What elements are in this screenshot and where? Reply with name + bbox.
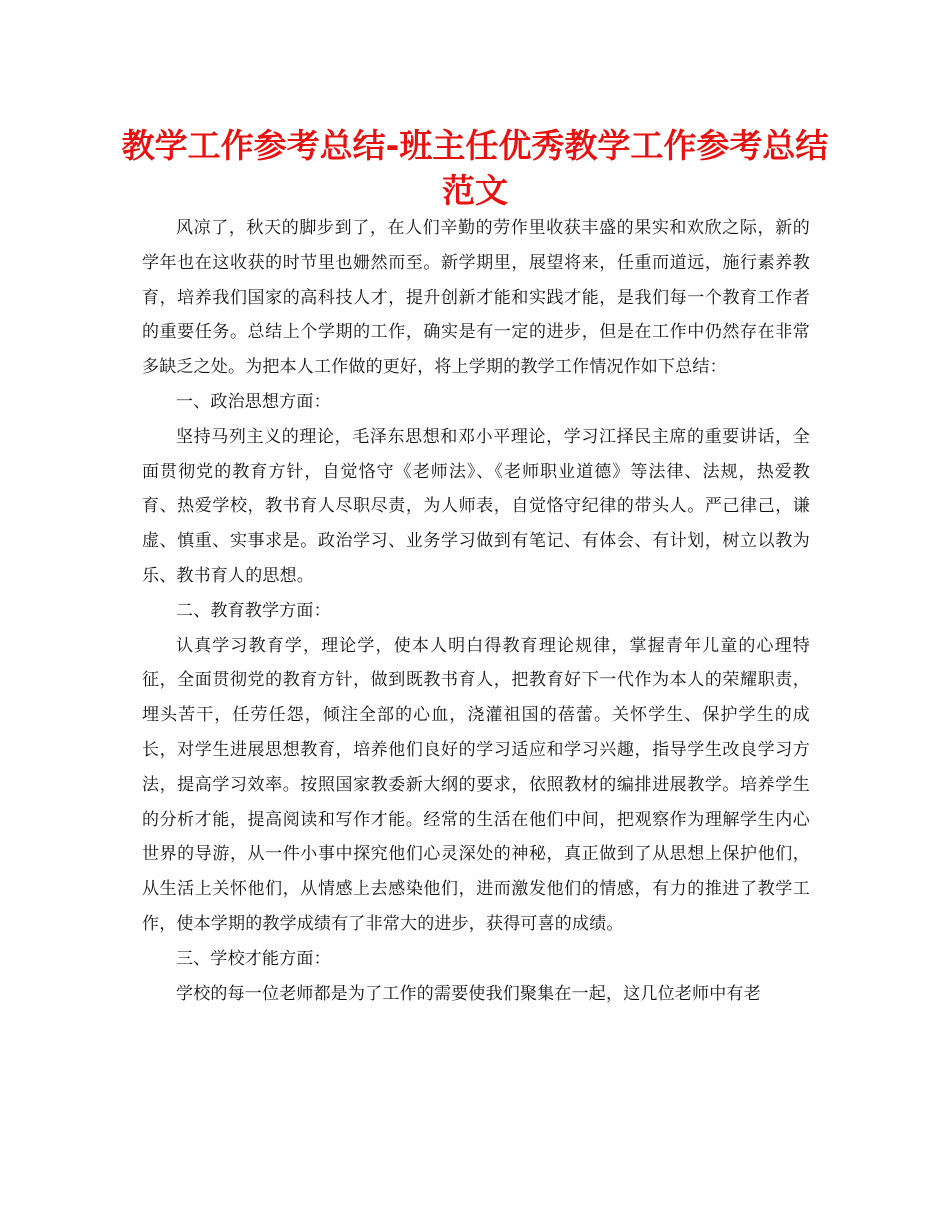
document-title-line-1: 教学工作参考总结-班主任优秀教学工作参考总结 [121, 126, 829, 165]
document-body [142, 211, 810, 1011]
section-heading-politics: 一、政治思想方面： [176, 391, 331, 412]
section-heading-school: 三、学校才能方面： [176, 948, 331, 969]
section-heading-teaching: 二、教育教学方面： [176, 600, 331, 621]
paragraph-teaching: 认真学习教育学，理论学，使本人明白得教育理论规律，掌握青年儿童的心理特征，全面贯彻党的教育方针，做到既教书育人，把教育好下一代作为本人的荣耀职责，埋头苦干，任劳任怨，倾注全部的心血，浇灌祖国的蓓蕾。关怀学生、保护学生的成长，对学生进展思想教育，培养他们良好的学习适应和学习兴趣，指导学生改良学习方法，提高学习效率。按照国家教委新大纲的要求，依照教材的编排进展教学。培养学生的分析才能，提高阅读和写作才能。经常的生活在他们中间，把观察作为理解学生内心世界的导游，从一件小事中探究他们心灵深处的神秘，真正做到了从思想上保护他们，从生活上关怀他们，从情感上去感染他们，进而激发他们的情感，有力的推进了教学工作，使本学期的教学成绩有了非常大的进步，获得可喜的成绩。 [142, 635, 810, 934]
paragraph-school: 学校的每一位老师都是为了工作的需要使我们聚集在一起，这几位老师中有老 [176, 983, 761, 1004]
paragraph-intro: 风凉了，秋天的脚步到了，在人们辛勤的劳作里收获丰盛的果实和欢欣之际，新的学年也在这收获的时节里也姗然而至。新学期里，展望将来，任重而道远，施行素养教育，培养我们国家的高科技人才，提升创新才能和实践才能，是我们每一个教育工作者的重要任务。总结上个学期的工作，确实是有一定的进步，但是在工作中仍然存在非常多缺乏之处。为把本人工作做的更好，将上学期的教学工作情况作如下总结： [142, 218, 810, 378]
document-title-line-2: 范文 [442, 171, 508, 210]
paragraph-politics: 坚持马列主义的理论，毛泽东思想和邓小平理论，学习江择民主席的重要讲话，全面贯彻党的教育方针，自觉恪守《老师法》、《老师职业道德》等法律、法规，热爱教育、热爱学校，教书育人尽职尽责，为人师表，自觉恪守纪律的带头人。严己律己，谦虚、慎重、实事求是。政治学习、业务学习做到有笔记、有体会、有计划，树立以教为乐、教书育人的思想。 [142, 426, 810, 586]
